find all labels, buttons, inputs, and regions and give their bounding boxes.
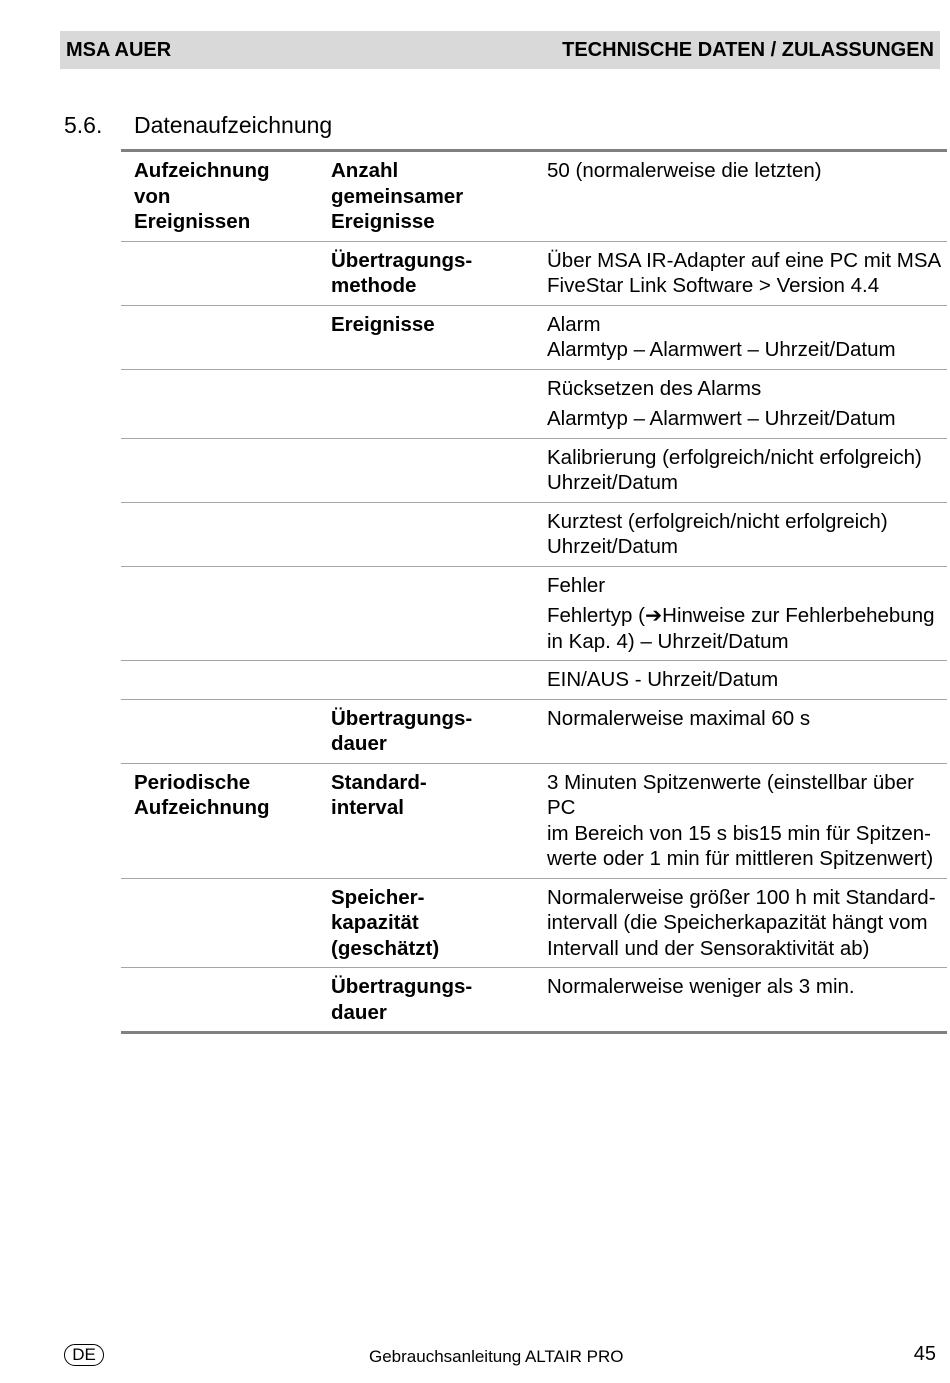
cell-line: im Bereich von 15 s bis15 min für Spitzen-: [547, 821, 931, 845]
language-badge: DE: [64, 1344, 104, 1366]
cell-line: gemeinsamer: [331, 184, 464, 208]
cell-line: intervall (die Speicherkapazität hängt vom: [547, 911, 928, 934]
cell-line: Fehler: [547, 573, 606, 597]
section-heading: [64, 112, 332, 139]
table-row: [121, 152, 947, 241]
parameter-cell: [318, 502, 534, 566]
category-cell: [121, 305, 318, 369]
cell-line: Intervall und der Sensoraktivität ab): [547, 936, 870, 960]
cell-line: Standard-: [331, 770, 427, 794]
value-cell: [534, 241, 947, 305]
cell-line: Normalerweise maximal 60 s: [547, 706, 811, 730]
category-cell: [121, 369, 318, 438]
cell-line: von: [134, 184, 171, 208]
cell-line: Alarmtyp – Alarmwert – Uhrzeit/Datum: [547, 407, 896, 430]
table-row: [121, 968, 947, 1032]
cell-line: kapazität: [331, 911, 419, 934]
cell-line: Uhrzeit/Datum: [547, 471, 679, 494]
category-cell: [121, 438, 318, 502]
cell-line: Kurztest (erfolgreich/nicht erfolgreich): [547, 509, 888, 533]
page-number: 45: [913, 1343, 936, 1365]
table-row: [121, 699, 947, 763]
category-cell: [121, 699, 318, 763]
cell-line: Fehlertyp (➔Hinweise zur Fehlerbehebung: [547, 604, 935, 627]
table-row: [121, 502, 947, 566]
value-cell: [534, 369, 947, 438]
parameter-cell: [318, 699, 534, 763]
data-recording-table: [121, 149, 947, 1034]
value-cell: [534, 305, 947, 369]
category-cell: [121, 878, 318, 968]
value-cell: [534, 502, 947, 566]
cell-line: methode: [331, 274, 417, 297]
cell-line: Normalerweise größer 100 h mit Standard-: [547, 885, 936, 909]
category-cell: [121, 566, 318, 661]
parameter-cell: [318, 305, 534, 369]
category-cell: [121, 968, 318, 1032]
cell-line: Rücksetzen des Alarms: [547, 376, 762, 400]
cell-line: interval: [331, 796, 404, 819]
category-cell: [121, 502, 318, 566]
cell-line: Aufzeichnung: [134, 796, 270, 819]
value-cell: [534, 661, 947, 700]
parameter-cell: [318, 152, 534, 241]
parameter-cell: [318, 241, 534, 305]
page-footer: [64, 1342, 940, 1370]
cell-line: Kalibrierung (erfolgreich/nicht erfolgreich): [547, 445, 922, 469]
cell-line: werte oder 1 min für mittleren Spitzenwert): [547, 847, 934, 870]
parameter-cell: [318, 369, 534, 438]
parameter-cell: [318, 968, 534, 1032]
table-row: [121, 763, 947, 878]
cell-line: Übertragungs-: [331, 975, 473, 998]
table-row: [121, 566, 947, 661]
cell-line: Alarmtyp – Alarmwert – Uhrzeit/Datum: [547, 338, 896, 361]
cell-line: Ereignissen: [134, 210, 251, 233]
category-cell: [121, 763, 318, 878]
value-cell: [534, 968, 947, 1032]
table-row: [121, 241, 947, 305]
cell-line: (geschätzt): [331, 936, 440, 960]
cell-line: Aufzeichnung: [134, 159, 270, 182]
value-cell: [534, 438, 947, 502]
cell-line: Speicher-: [331, 885, 425, 909]
table-row: [121, 369, 947, 438]
cell-line: Anzahl: [331, 159, 399, 182]
parameter-cell: [318, 763, 534, 878]
table-row: [121, 438, 947, 502]
section-number: 5.6.: [64, 112, 103, 138]
cell-line: dauer: [331, 1000, 387, 1024]
header-chapter: TECHNISCHE DATEN / ZULASSUNGEN: [562, 38, 934, 61]
page-header: [60, 31, 940, 69]
cell-line: Normalerweise weniger als 3 min.: [547, 975, 855, 998]
category-cell: [121, 241, 318, 305]
value-cell: [534, 152, 947, 241]
cell-line: in Kap. 4) – Uhrzeit/Datum: [547, 629, 789, 653]
header-company: MSA AUER: [66, 38, 172, 61]
manual-name: Gebrauchsanleitung ALTAIR PRO: [369, 1347, 624, 1366]
table-row: [121, 878, 947, 968]
cell-line: Periodische: [134, 770, 251, 794]
cell-line: 3 Minuten Spitzenwerte (einstellbar über PC: [547, 770, 914, 819]
table-row: [121, 305, 947, 369]
parameter-cell: [318, 566, 534, 661]
cell-line: Über MSA IR-Adapter auf eine PC mit MSA: [547, 248, 942, 272]
value-cell: [534, 763, 947, 878]
cell-line: FiveStar Link Software > Version 4.4: [547, 274, 880, 297]
category-cell: [121, 152, 318, 241]
cell-line: Übertragungs-: [331, 248, 473, 272]
value-cell: [534, 878, 947, 968]
cell-line: dauer: [331, 732, 387, 755]
value-cell: [534, 699, 947, 763]
cell-line: 50 (normalerweise die letzten): [547, 159, 822, 182]
cell-line: Ereignisse: [331, 312, 435, 336]
cell-line: EIN/AUS - Uhrzeit/Datum: [547, 668, 779, 691]
parameter-cell: [318, 438, 534, 502]
section-title: Datenaufzeichnung: [134, 112, 333, 138]
table-row: [121, 661, 947, 700]
value-cell: [534, 566, 947, 661]
cell-line: Ereignisse: [331, 210, 435, 233]
cell-line: Alarm: [547, 312, 601, 336]
parameter-cell: [318, 661, 534, 700]
cell-line: Uhrzeit/Datum: [547, 535, 679, 558]
parameter-cell: [318, 878, 534, 968]
cell-line: Übertragungs-: [331, 706, 473, 730]
category-cell: [121, 661, 318, 700]
